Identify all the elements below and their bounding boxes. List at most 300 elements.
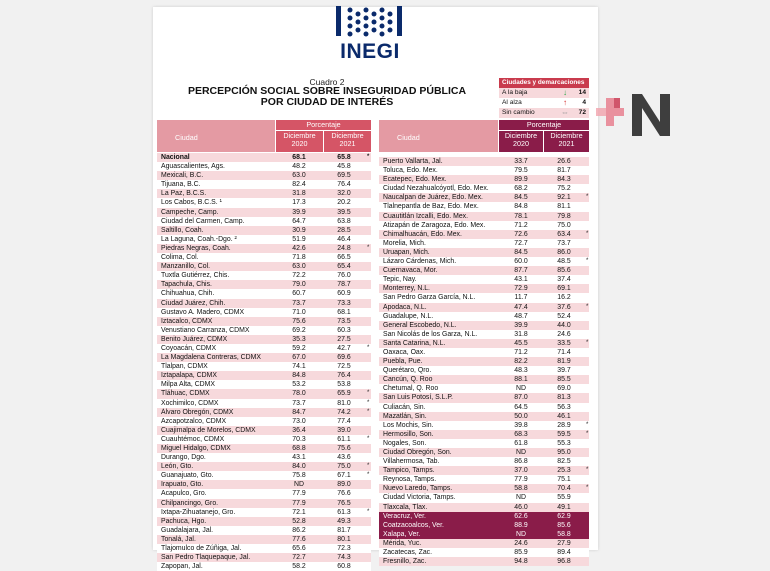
value-2020-cell: 73.7 (276, 399, 322, 408)
value-2020-cell: 77.9 (276, 489, 322, 498)
value-2020-cell: 47.4 (499, 303, 543, 312)
table-row (379, 503, 589, 512)
value-2020-cell: 43.1 (276, 453, 322, 462)
value-2020-cell: 45.5 (499, 339, 543, 348)
significance-cell (585, 548, 589, 557)
value-2021-cell: 65.4 (322, 262, 366, 271)
table-row (157, 444, 371, 453)
table-row (379, 430, 589, 439)
value-2021-cell: 76.4 (322, 180, 366, 189)
significance-cell (585, 330, 589, 339)
city-cell: San Nicolás de los Garza, N.L. (379, 330, 499, 339)
city-header-cell (379, 120, 498, 152)
city-cell: Cuernavaca, Mor. (379, 266, 499, 275)
value-2020-cell: 84.8 (499, 202, 543, 211)
table-row (379, 466, 589, 475)
value-2020-cell: 39.9 (276, 208, 322, 217)
legend-label: Al alza (502, 99, 522, 106)
value-2020-cell: 94.8 (499, 557, 543, 566)
value-2021-cell: 65.8 (322, 153, 366, 162)
table-row (157, 499, 371, 508)
city-cell: Saltillo, Coah. (157, 226, 276, 235)
value-2021-cell: 46.1 (543, 412, 585, 421)
significance-cell (366, 444, 371, 453)
year1-year: 2020 (513, 139, 529, 148)
year1-header (499, 131, 543, 152)
legend-row-nochange (499, 108, 589, 118)
city-cell: Puebla, Pue. (379, 357, 499, 366)
city-cell: Tonalá, Jal. (157, 535, 276, 544)
city-cell: Colima, Col. (157, 253, 276, 262)
city-cell: Toluca, Edo. Mex. (379, 166, 499, 175)
value-2021-cell: 60.9 (322, 289, 366, 298)
city-cell: Mazatlán, Sin. (379, 412, 499, 421)
brand-name: INEGI (340, 40, 400, 63)
significance-cell (366, 426, 371, 435)
value-2021-cell: 84.3 (543, 175, 585, 184)
city-cell: Ciudad Nezahualcóyotl, Edo. Mex. (379, 184, 499, 193)
significance-cell (585, 202, 589, 211)
significance-cell (585, 248, 589, 257)
city-cell: Tepic, Nay. (379, 275, 499, 284)
significance-cell (585, 412, 589, 421)
table-row (379, 557, 589, 566)
value-2020-cell: 88.1 (499, 375, 543, 384)
significance-cell: * (366, 153, 371, 162)
table-row (379, 157, 589, 166)
city-cell: Coyoacán, CDMX (157, 344, 276, 353)
value-2020-cell: 39.8 (499, 421, 543, 430)
city-cell: Ixtapa-Zihuatanejo, Gro. (157, 508, 276, 517)
significance-cell: * (585, 339, 589, 348)
significance-cell (366, 180, 371, 189)
value-2020-cell: 79.5 (499, 166, 543, 175)
value-2020-cell: 86.8 (499, 457, 543, 466)
value-2020-cell: ND (499, 530, 543, 539)
value-2021-cell: 76.5 (322, 499, 366, 508)
table-row (157, 517, 371, 526)
city-cell: Coatzacoalcos, Ver. (379, 521, 499, 530)
value-2021-cell: 79.8 (543, 212, 585, 221)
city-cell: Chimalhuacán, Edo. Mex. (379, 230, 499, 239)
significance-cell (585, 439, 589, 448)
value-2020-cell: 73.0 (276, 417, 322, 426)
city-header-label: Ciudad (397, 133, 420, 142)
value-2021-cell: 67.1 (322, 471, 366, 480)
value-2021-cell: 85.6 (543, 266, 585, 275)
city-cell: Tlaxcala, Tlax. (379, 503, 499, 512)
significance-cell (585, 521, 589, 530)
year1-header (276, 131, 323, 152)
significance-cell (585, 293, 589, 302)
table-row (157, 544, 371, 553)
year1-month: Diciembre (283, 131, 316, 140)
city-cell: Aguascalientes, Ags. (157, 162, 276, 171)
city-cell: Ciudad Juárez, Chih. (157, 299, 276, 308)
city-cell: Chihuahua, Chih. (157, 289, 276, 298)
city-cell: Mexicali, B.C. (157, 171, 276, 180)
year1-month: Diciembre (504, 131, 538, 140)
city-cell: La Laguna, Coah.-Dgo. ² (157, 235, 276, 244)
table-row (379, 284, 589, 293)
significance-cell (366, 271, 371, 280)
city-cell: Apodaca, N.L. (379, 303, 499, 312)
value-2021-cell: 75.0 (543, 221, 585, 230)
value-2021-cell: 69.1 (543, 284, 585, 293)
value-2021-cell: 55.9 (543, 493, 585, 502)
value-2021-cell: 82.5 (543, 457, 585, 466)
table-row (379, 357, 589, 366)
significance-cell (366, 208, 371, 217)
value-2020-cell: 35.3 (276, 335, 322, 344)
table-row (379, 275, 589, 284)
table-row (379, 266, 589, 275)
year1-year: 2020 (291, 139, 308, 148)
table-row (157, 399, 371, 408)
city-cell: Nogales, Son. (379, 439, 499, 448)
city-cell: San Luis Potosí, S.L.P. (379, 393, 499, 402)
significance-cell (585, 493, 589, 502)
value-2020-cell: 72.1 (276, 508, 322, 517)
city-cell: Chilpancingo, Gro. (157, 499, 276, 508)
city-cell: Cancún, Q. Roo (379, 375, 499, 384)
table-row (379, 184, 589, 193)
city-cell: Hermosillo, Son. (379, 430, 499, 439)
city-cell: La Paz, B.C.S. (157, 189, 276, 198)
value-2020-cell: 46.0 (499, 503, 543, 512)
value-2021-cell: 95.0 (543, 448, 585, 457)
value-2021-cell: 73.3 (322, 299, 366, 308)
value-2021-cell: 39.5 (322, 208, 366, 217)
value-2020-cell: 74.1 (276, 362, 322, 371)
table-row (379, 312, 589, 321)
value-2020-cell: 71.8 (276, 253, 322, 262)
value-2020-cell: 53.2 (276, 380, 322, 389)
significance-cell (585, 457, 589, 466)
city-cell: Guadalupe, N.L. (379, 312, 499, 321)
table-row (379, 493, 589, 502)
significance-cell (585, 403, 589, 412)
significance-cell (585, 357, 589, 366)
right-data-table (379, 157, 589, 566)
value-2020-cell: 79.0 (276, 280, 322, 289)
table-row (157, 426, 371, 435)
city-cell: Cuauhtémoc, CDMX (157, 435, 276, 444)
table-row (157, 344, 371, 353)
value-2021-cell: 81.7 (543, 166, 585, 175)
value-2020-cell: 62.6 (499, 512, 543, 521)
value-2020-cell: ND (499, 384, 543, 393)
title-line-2: POR CIUDAD DE INTERÉS (260, 96, 394, 108)
city-cell: Ciudad Victoria, Tamps. (379, 493, 499, 502)
table-row (379, 512, 589, 521)
table-row (157, 289, 371, 298)
watermark-icon (592, 90, 684, 140)
value-2021-cell: 72.5 (322, 362, 366, 371)
value-2020-cell: 31.8 (499, 330, 543, 339)
city-cell: Tlajomulco de Zúñiga, Jal. (157, 544, 276, 553)
significance-cell (366, 217, 371, 226)
significance-cell (366, 162, 371, 171)
arrow-down-icon: ↓ (563, 88, 567, 97)
significance-cell (366, 417, 371, 426)
value-2021-cell: 63.4 (543, 230, 585, 239)
value-2021-cell: 62.9 (543, 512, 585, 521)
significance-cell (585, 475, 589, 484)
city-cell: Uruapan, Mich. (379, 248, 499, 257)
city-cell: Tláhuac, CDMX (157, 389, 276, 398)
table-row (157, 435, 371, 444)
year2-header (324, 131, 371, 152)
significance-cell (585, 321, 589, 330)
value-2021-cell: 69.5 (322, 171, 366, 180)
city-cell: Iztapalapa, CDMX (157, 371, 276, 380)
significance-cell: * (366, 408, 371, 417)
value-2021-cell: 66.5 (322, 253, 366, 262)
value-2020-cell: 63.0 (276, 171, 322, 180)
value-2020-cell: 17.3 (276, 198, 322, 207)
legend-title: Ciudades y demarcaciones (499, 78, 589, 88)
value-2020-cell: ND (499, 448, 543, 457)
significance-cell: * (366, 471, 371, 480)
value-2021-cell: 48.5 (543, 257, 585, 266)
significance-cell (366, 371, 371, 380)
city-cell: Ecatepec, Edo. Mex. (379, 175, 499, 184)
value-2020-cell: 75.8 (276, 471, 322, 480)
significance-cell (366, 226, 371, 235)
value-2020-cell: 51.9 (276, 235, 322, 244)
value-2021-cell: 33.5 (543, 339, 585, 348)
significance-cell (585, 503, 589, 512)
city-cell: Cuajimalpa de Morelos, CDMX (157, 426, 276, 435)
significance-cell (366, 517, 371, 526)
significance-cell (366, 335, 371, 344)
value-2020-cell: 77.6 (276, 535, 322, 544)
left-data-table (157, 153, 371, 571)
value-2020-cell: 78.1 (499, 212, 543, 221)
significance-cell: * (366, 244, 371, 253)
percentage-header: Porcentaje (276, 120, 371, 130)
value-2020-cell: 68.3 (499, 430, 543, 439)
table-row (379, 339, 589, 348)
value-2021-cell: 74.2 (322, 408, 366, 417)
value-2021-cell: 76.4 (322, 371, 366, 380)
significance-cell (585, 275, 589, 284)
significance-cell (585, 175, 589, 184)
table-row (379, 321, 589, 330)
table-row (157, 262, 371, 271)
value-2020-cell: 89.9 (499, 175, 543, 184)
table-row (157, 217, 371, 226)
significance-cell (366, 253, 371, 262)
value-2021-cell: 20.2 (322, 198, 366, 207)
value-2020-cell: 59.2 (276, 344, 322, 353)
value-2020-cell: 63.0 (276, 262, 322, 271)
city-cell: Tlalnepantla de Baz, Edo. Mex. (379, 202, 499, 211)
city-cell: Venustiano Carranza, CDMX (157, 326, 276, 335)
year2-month: Diciembre (550, 131, 583, 140)
table-row (157, 244, 371, 253)
significance-cell (585, 157, 589, 166)
city-cell: General Escobedo, N.L. (379, 321, 499, 330)
city-cell: San Pedro Garza García, N.L. (379, 293, 499, 302)
city-cell: Puerto Vallarta, Jal. (379, 157, 499, 166)
table-row (379, 293, 589, 302)
value-2021-cell: 37.4 (543, 275, 585, 284)
value-2020-cell: 50.0 (499, 412, 543, 421)
table-row (379, 384, 589, 393)
value-2020-cell: 24.6 (499, 539, 543, 548)
value-2021-cell: 71.4 (543, 348, 585, 357)
city-cell: Piedras Negras, Coah. (157, 244, 276, 253)
value-2021-cell: 24.8 (322, 244, 366, 253)
year2-year: 2021 (339, 139, 356, 148)
value-2020-cell: 72.7 (276, 553, 322, 562)
city-cell: Monterrey, N.L. (379, 284, 499, 293)
legend-box (499, 78, 589, 118)
table-row (157, 153, 371, 162)
significance-cell (366, 489, 371, 498)
value-2020-cell: 60.7 (276, 289, 322, 298)
value-2021-cell: 27.9 (543, 539, 585, 548)
significance-cell (585, 384, 589, 393)
left-table-header (157, 120, 371, 152)
city-cell: Fresnillo, Zac. (379, 557, 499, 566)
value-2020-cell: 65.6 (276, 544, 322, 553)
significance-cell (366, 326, 371, 335)
table-row (157, 471, 371, 480)
significance-cell (366, 526, 371, 535)
table-row (379, 330, 589, 339)
table-row (379, 230, 589, 239)
value-2020-cell: 71.0 (276, 308, 322, 317)
table-row (157, 198, 371, 207)
value-2021-cell: 85.5 (543, 375, 585, 384)
city-cell: Veracruz, Ver. (379, 512, 499, 521)
value-2020-cell: ND (276, 480, 322, 489)
table-row (379, 548, 589, 557)
city-cell: Gustavo A. Madero, CDMX (157, 308, 276, 317)
significance-cell: * (585, 421, 589, 430)
table-row (157, 562, 371, 571)
value-2020-cell: 72.7 (499, 239, 543, 248)
year2-header (544, 131, 589, 152)
table-row (379, 484, 589, 493)
table-row (157, 180, 371, 189)
value-2020-cell: 39.9 (499, 321, 543, 330)
city-cell: Acapulco, Gro. (157, 489, 276, 498)
table-row (379, 175, 589, 184)
value-2021-cell: 59.5 (543, 430, 585, 439)
value-2020-cell: 84.0 (276, 462, 322, 471)
value-2021-cell: 76.0 (322, 271, 366, 280)
table-row (379, 393, 589, 402)
city-cell: Tijuana, B.C. (157, 180, 276, 189)
significance-cell (366, 380, 371, 389)
value-2020-cell: 33.7 (499, 157, 543, 166)
table-row (157, 280, 371, 289)
arrow-up-icon: ↑ (563, 98, 567, 107)
city-cell: Tapachula, Chis. (157, 280, 276, 289)
table-row (157, 526, 371, 535)
value-2020-cell: 84.7 (276, 408, 322, 417)
table-row (379, 412, 589, 421)
value-2021-cell: 16.2 (543, 293, 585, 302)
table-row (157, 480, 371, 489)
table-row (379, 530, 589, 539)
table-row (157, 235, 371, 244)
significance-cell: * (585, 466, 589, 475)
significance-cell (366, 317, 371, 326)
city-cell: Cuautitlán Izcalli, Edo. Mex. (379, 212, 499, 221)
value-2020-cell: 52.8 (276, 517, 322, 526)
city-cell: Nacional (157, 153, 276, 162)
significance-cell (366, 499, 371, 508)
value-2020-cell: 85.9 (499, 548, 543, 557)
year2-year: 2021 (558, 139, 575, 148)
table-row (379, 366, 589, 375)
value-2020-cell: 82.2 (499, 357, 543, 366)
city-cell: Naucalpan de Juárez, Edo. Mex. (379, 193, 499, 202)
city-cell: León, Gto. (157, 462, 276, 471)
city-cell: Pachuca, Hgo. (157, 517, 276, 526)
value-2021-cell: 24.6 (543, 330, 585, 339)
value-2020-cell: 71.2 (499, 348, 543, 357)
significance-cell: * (366, 462, 371, 471)
city-cell: Querétaro, Qro. (379, 366, 499, 375)
table-row (379, 212, 589, 221)
city-cell: Zapopan, Jal. (157, 562, 276, 571)
value-2021-cell: 26.6 (543, 157, 585, 166)
value-2020-cell: 71.2 (499, 221, 543, 230)
significance-cell: * (366, 508, 371, 517)
value-2021-cell: 81.3 (543, 393, 585, 402)
value-2021-cell: 42.7 (322, 344, 366, 353)
value-2020-cell: 82.4 (276, 180, 322, 189)
value-2021-cell: 89.4 (543, 548, 585, 557)
significance-cell: * (366, 435, 371, 444)
value-2021-cell: 75.1 (543, 475, 585, 484)
city-cell: Guadalajara, Jal. (157, 526, 276, 535)
table-row (157, 453, 371, 462)
significance-cell (366, 189, 371, 198)
value-2020-cell: 42.6 (276, 244, 322, 253)
significance-cell (585, 284, 589, 293)
value-2021-cell: 43.6 (322, 453, 366, 462)
page-title (160, 86, 494, 108)
value-2021-cell: 25.3 (543, 466, 585, 475)
value-2021-cell: 44.0 (543, 321, 585, 330)
significance-cell (585, 312, 589, 321)
city-cell: Guanajuato, Gto. (157, 471, 276, 480)
value-2021-cell: 63.8 (322, 217, 366, 226)
value-2021-cell: 96.8 (543, 557, 585, 566)
value-2021-cell: 89.0 (322, 480, 366, 489)
city-cell: Campeche, Camp. (157, 208, 276, 217)
value-2021-cell: 28.5 (322, 226, 366, 235)
significance-cell (585, 221, 589, 230)
value-2021-cell: 61.3 (322, 508, 366, 517)
table-row (157, 299, 371, 308)
table-row (157, 335, 371, 344)
year2-month: Diciembre (331, 131, 364, 140)
significance-cell (366, 289, 371, 298)
value-2020-cell: 88.9 (499, 521, 543, 530)
city-cell: Lázaro Cárdenas, Mich. (379, 257, 499, 266)
table-row (157, 326, 371, 335)
value-2021-cell: 69.6 (322, 353, 366, 362)
value-2021-cell: 75.6 (322, 444, 366, 453)
